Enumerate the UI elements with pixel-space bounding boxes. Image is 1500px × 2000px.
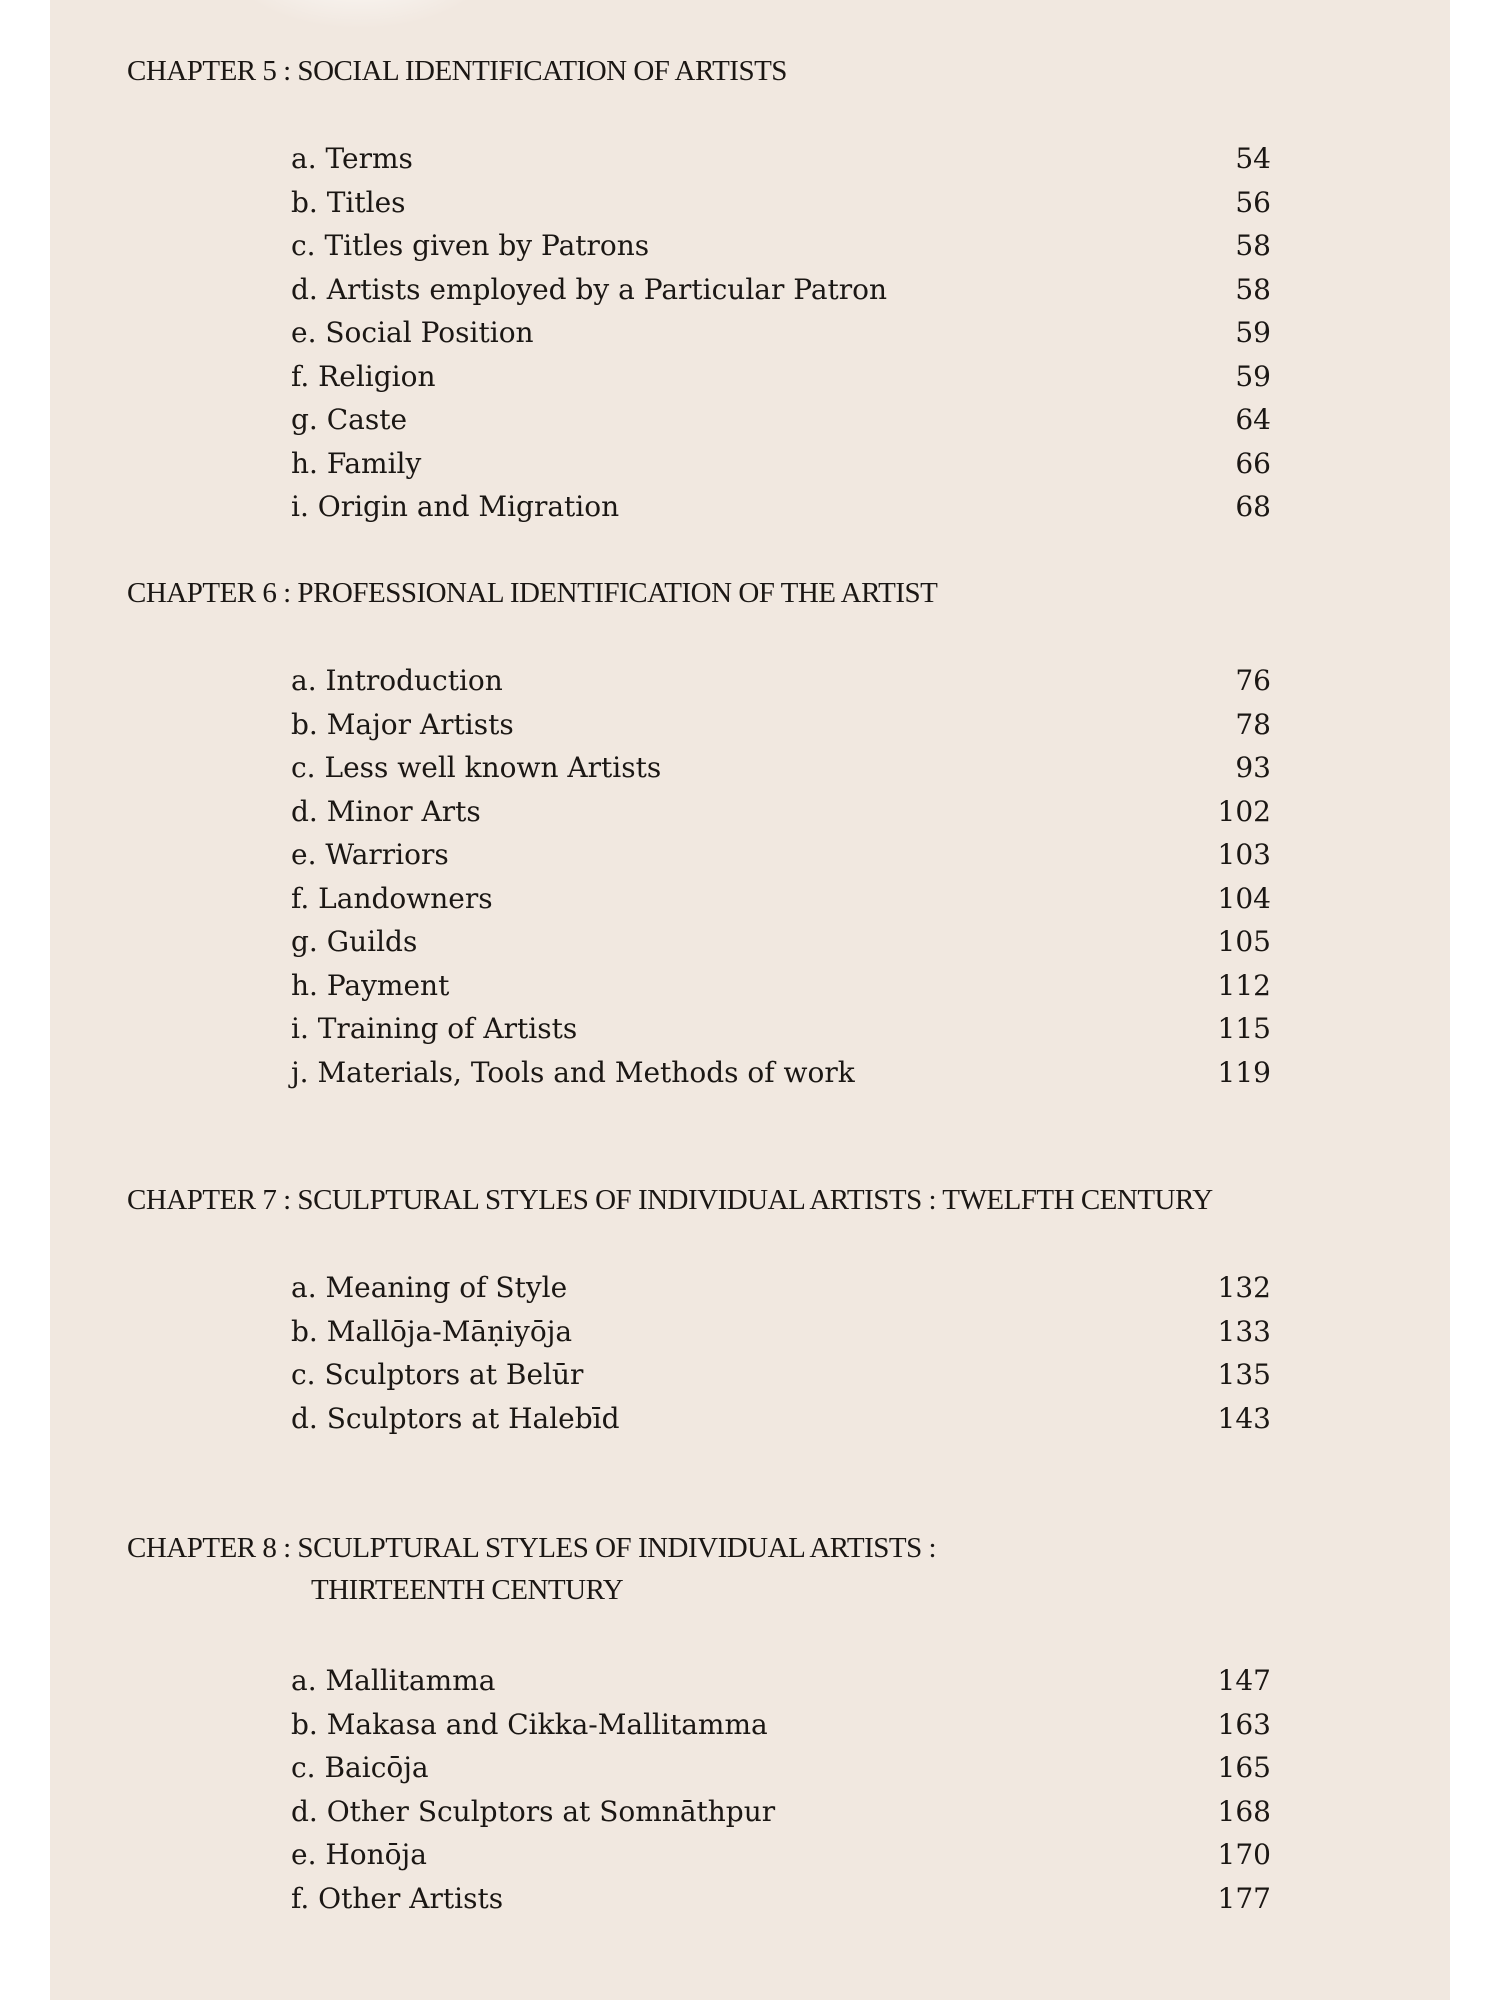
toc-entry [291, 1402, 1271, 1446]
entry-label: c. Titles given by Patrons [291, 229, 650, 262]
entry-label: i. Origin and Migration [291, 490, 620, 523]
entry-label: f. Religion [291, 359, 436, 393]
toc-entry [291, 490, 1271, 534]
chapter-7-entries [291, 1271, 1271, 1445]
entry-page: 59 [1235, 316, 1271, 349]
entry-label: a. Meaning of Style [291, 1271, 568, 1304]
entry-label: c. Less well known Artists [291, 751, 662, 784]
chapter-6-heading [127, 577, 937, 610]
entry-page: 112 [1217, 968, 1271, 1002]
toc-entry [291, 882, 1271, 926]
entry-page: 177 [1217, 1881, 1271, 1915]
toc-entry [291, 1271, 1271, 1315]
toc-entry [291, 273, 1271, 317]
entry-page: 102 [1217, 794, 1271, 828]
entry-label: b. Major Artists [291, 707, 514, 741]
entry-label: d. Other Sculptors at Somnāthpur [291, 1794, 776, 1828]
entry-page: 168 [1217, 1794, 1271, 1828]
page-shadow [220, 0, 500, 30]
toc-entry [291, 838, 1271, 882]
entry-label: i. Training of Artists [291, 1012, 578, 1045]
chapter-6-title: CHAPTER 6 : PROFESSIONAL IDENTIFICATION OF THE ARTIST [127, 577, 938, 609]
chapter-8-entries [291, 1664, 1271, 1925]
entry-page: 115 [1217, 1012, 1271, 1045]
entry-page: 59 [1235, 359, 1271, 393]
toc-entry [291, 1751, 1271, 1795]
entry-page: 93 [1235, 751, 1271, 784]
toc-entry [291, 969, 1271, 1013]
toc-entry [291, 229, 1271, 273]
entry-label: b. Mallōja-Māṇiyōja [291, 1314, 573, 1348]
book-page [50, 0, 1450, 2000]
toc-entry [291, 1664, 1271, 1708]
toc-entry [291, 360, 1271, 404]
entry-label: b. Makasa and Cikka-Mallitamma [291, 1707, 768, 1741]
entry-label: e. Social Position [291, 316, 534, 349]
toc-entry [291, 186, 1271, 230]
entry-page: 132 [1217, 1271, 1271, 1304]
chapter-7-heading [127, 1184, 1213, 1217]
entry-page: 163 [1217, 1707, 1271, 1741]
toc-entry [291, 795, 1271, 839]
entry-page: 76 [1235, 664, 1271, 697]
entry-label: f. Landowners [291, 881, 493, 915]
entry-page: 147 [1217, 1664, 1271, 1697]
entry-label: j. Materials, Tools and Methods of work [291, 1055, 855, 1089]
entry-page: 64 [1235, 403, 1271, 436]
toc-entry [291, 142, 1271, 186]
chapter-5-title: CHAPTER 5 : SOCIAL IDENTIFICATION OF ARTISTS [127, 55, 787, 87]
chapter-8-heading [127, 1532, 936, 1607]
toc-entry [291, 1838, 1271, 1882]
entry-label: d. Sculptors at Halebīd [291, 1401, 620, 1435]
entry-label: d. Artists employed by a Particular Patron [291, 272, 888, 306]
entry-label: c. Sculptors at Belūr [291, 1358, 584, 1391]
toc-entry [291, 316, 1271, 360]
entry-label: a. Mallitamma [291, 1664, 496, 1697]
entry-page: 58 [1235, 229, 1271, 262]
toc-entry [291, 1315, 1271, 1359]
entry-page: 103 [1217, 838, 1271, 871]
entry-label: h. Family [291, 446, 422, 480]
toc-entry [291, 403, 1271, 447]
chapter-6-entries [291, 664, 1271, 1099]
entry-page: 119 [1217, 1055, 1271, 1089]
toc-entry [291, 447, 1271, 491]
entry-page: 104 [1217, 881, 1271, 915]
chapter-8-title-continued: THIRTEENTH CENTURY [311, 1574, 624, 1606]
entry-label: e. Warriors [291, 838, 449, 871]
entry-page: 68 [1235, 490, 1271, 523]
entry-page: 66 [1235, 446, 1271, 480]
entry-page: 58 [1235, 272, 1271, 306]
entry-page: 56 [1235, 185, 1271, 219]
toc-entry [291, 1358, 1271, 1402]
entry-label: h. Payment [291, 968, 450, 1002]
chapter-8-title: CHAPTER 8 : SCULPTURAL STYLES OF INDIVIDUAL ARTISTS : [127, 1532, 937, 1564]
entry-label: g. Guilds [291, 925, 418, 958]
toc-entry [291, 664, 1271, 708]
entry-label: b. Titles [291, 185, 406, 219]
toc-entry [291, 925, 1271, 969]
entry-page: 165 [1217, 1751, 1271, 1784]
entry-page: 135 [1217, 1358, 1271, 1391]
entry-label: d. Minor Arts [291, 794, 481, 828]
entry-label: a. Introduction [291, 664, 503, 697]
chapter-5-heading [127, 55, 787, 88]
entry-label: c. Baicōja [291, 1751, 429, 1784]
entry-page: 143 [1217, 1401, 1271, 1435]
entry-page: 170 [1217, 1838, 1271, 1871]
toc-entry [291, 751, 1271, 795]
entry-label: a. Terms [291, 142, 413, 175]
entry-page: 133 [1217, 1314, 1271, 1348]
toc-entry [291, 1012, 1271, 1056]
toc-entry [291, 708, 1271, 752]
entry-label: g. Caste [291, 403, 408, 436]
toc-entry [291, 1795, 1271, 1839]
toc-entry [291, 1708, 1271, 1752]
entry-label: e. Honōja [291, 1838, 427, 1871]
toc-entry [291, 1882, 1271, 1926]
toc-entry [291, 1056, 1271, 1100]
entry-label: f. Other Artists [291, 1881, 504, 1915]
entry-page: 54 [1235, 142, 1271, 175]
entry-page: 78 [1235, 707, 1271, 741]
chapter-5-entries [291, 142, 1271, 534]
entry-page: 105 [1217, 925, 1271, 958]
chapter-7-title: CHAPTER 7 : SCULPTURAL STYLES OF INDIVIDUAL ARTISTS : TWELFTH CENTURY [127, 1184, 1213, 1216]
